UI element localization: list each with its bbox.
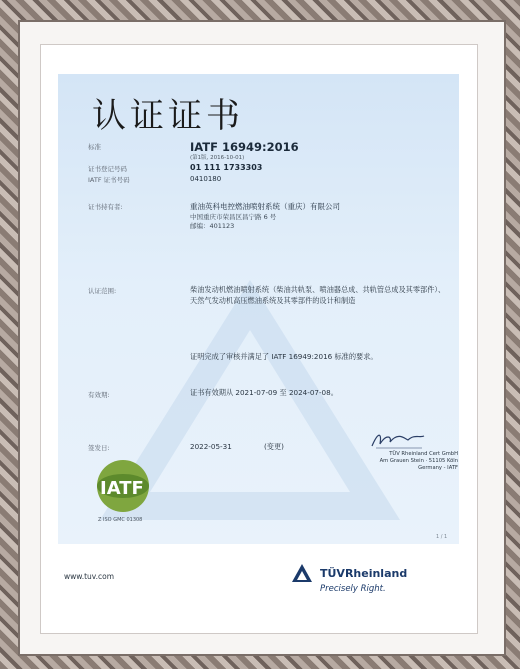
cert-no-value: 01 111 1733303 — [190, 163, 263, 172]
issuer-block — [358, 451, 458, 472]
iatf-registration: Z ISO GMC 01308 — [98, 517, 143, 523]
page-title: 认证证书 — [92, 96, 244, 136]
issuer-address: Am Grauen Stein · 51105 Köln — [379, 458, 458, 464]
holder-address-line2: 邮编：401123 — [190, 222, 235, 230]
holder-address-line1: 中国重庆市荣昌区昌宁路 6 号 — [190, 213, 277, 221]
page-number: 1 / 1 — [436, 534, 448, 540]
website-link[interactable]: www.tuv.com — [64, 572, 115, 581]
tuv-brand: TÜVRheinland — [320, 567, 408, 580]
iatf-no-value: 0410180 — [190, 175, 222, 183]
scope-label: 认证范围: — [88, 287, 117, 295]
standard-label: 标准 — [88, 143, 101, 151]
issue-note: (变更) — [264, 442, 284, 451]
holder-address — [190, 213, 276, 231]
validity-text: 证书有效期从 2021-07-09 至 2024-07-08。 — [190, 388, 338, 397]
issuer-name: TÜV Rheinland Cert GmbH — [389, 451, 458, 457]
issue-date: 2022-05-31 — [190, 442, 232, 451]
holder-label: 证书持有者: — [88, 203, 123, 211]
issuer-country: Germany - IATF — [418, 465, 458, 471]
cert-no-label: 证书登记号码 — [88, 165, 127, 173]
tuv-tagline: Precisely Right. — [320, 584, 386, 594]
iatf-no-label: IATF 证书号码 — [88, 176, 130, 184]
signature-image — [368, 428, 428, 452]
tuv-triangle-icon — [291, 562, 313, 584]
proof-text: 证明完成了审核并满足了 IATF 16949:2016 标准的要求。 — [190, 352, 378, 361]
issue-label: 签发日: — [88, 444, 110, 452]
iatf-logo-text: IATF — [100, 478, 144, 499]
scope-text: 柴油发动机燃油喷射系统（柴油共轨泵、喷油器总成、共轨管总成及其零部件）、天然气发动机高压燃油系统及其零部件的设计和制造 — [190, 285, 446, 305]
iatf-logo — [88, 456, 158, 520]
standard-edition: (第1版, 2016-10-01) — [190, 155, 245, 161]
validity-label: 有效期: — [88, 391, 110, 399]
holder-name: 重油英科电控燃油喷射系统（重庆）有限公司 — [190, 202, 340, 211]
standard-value: IATF 16949:2016 — [190, 140, 299, 154]
